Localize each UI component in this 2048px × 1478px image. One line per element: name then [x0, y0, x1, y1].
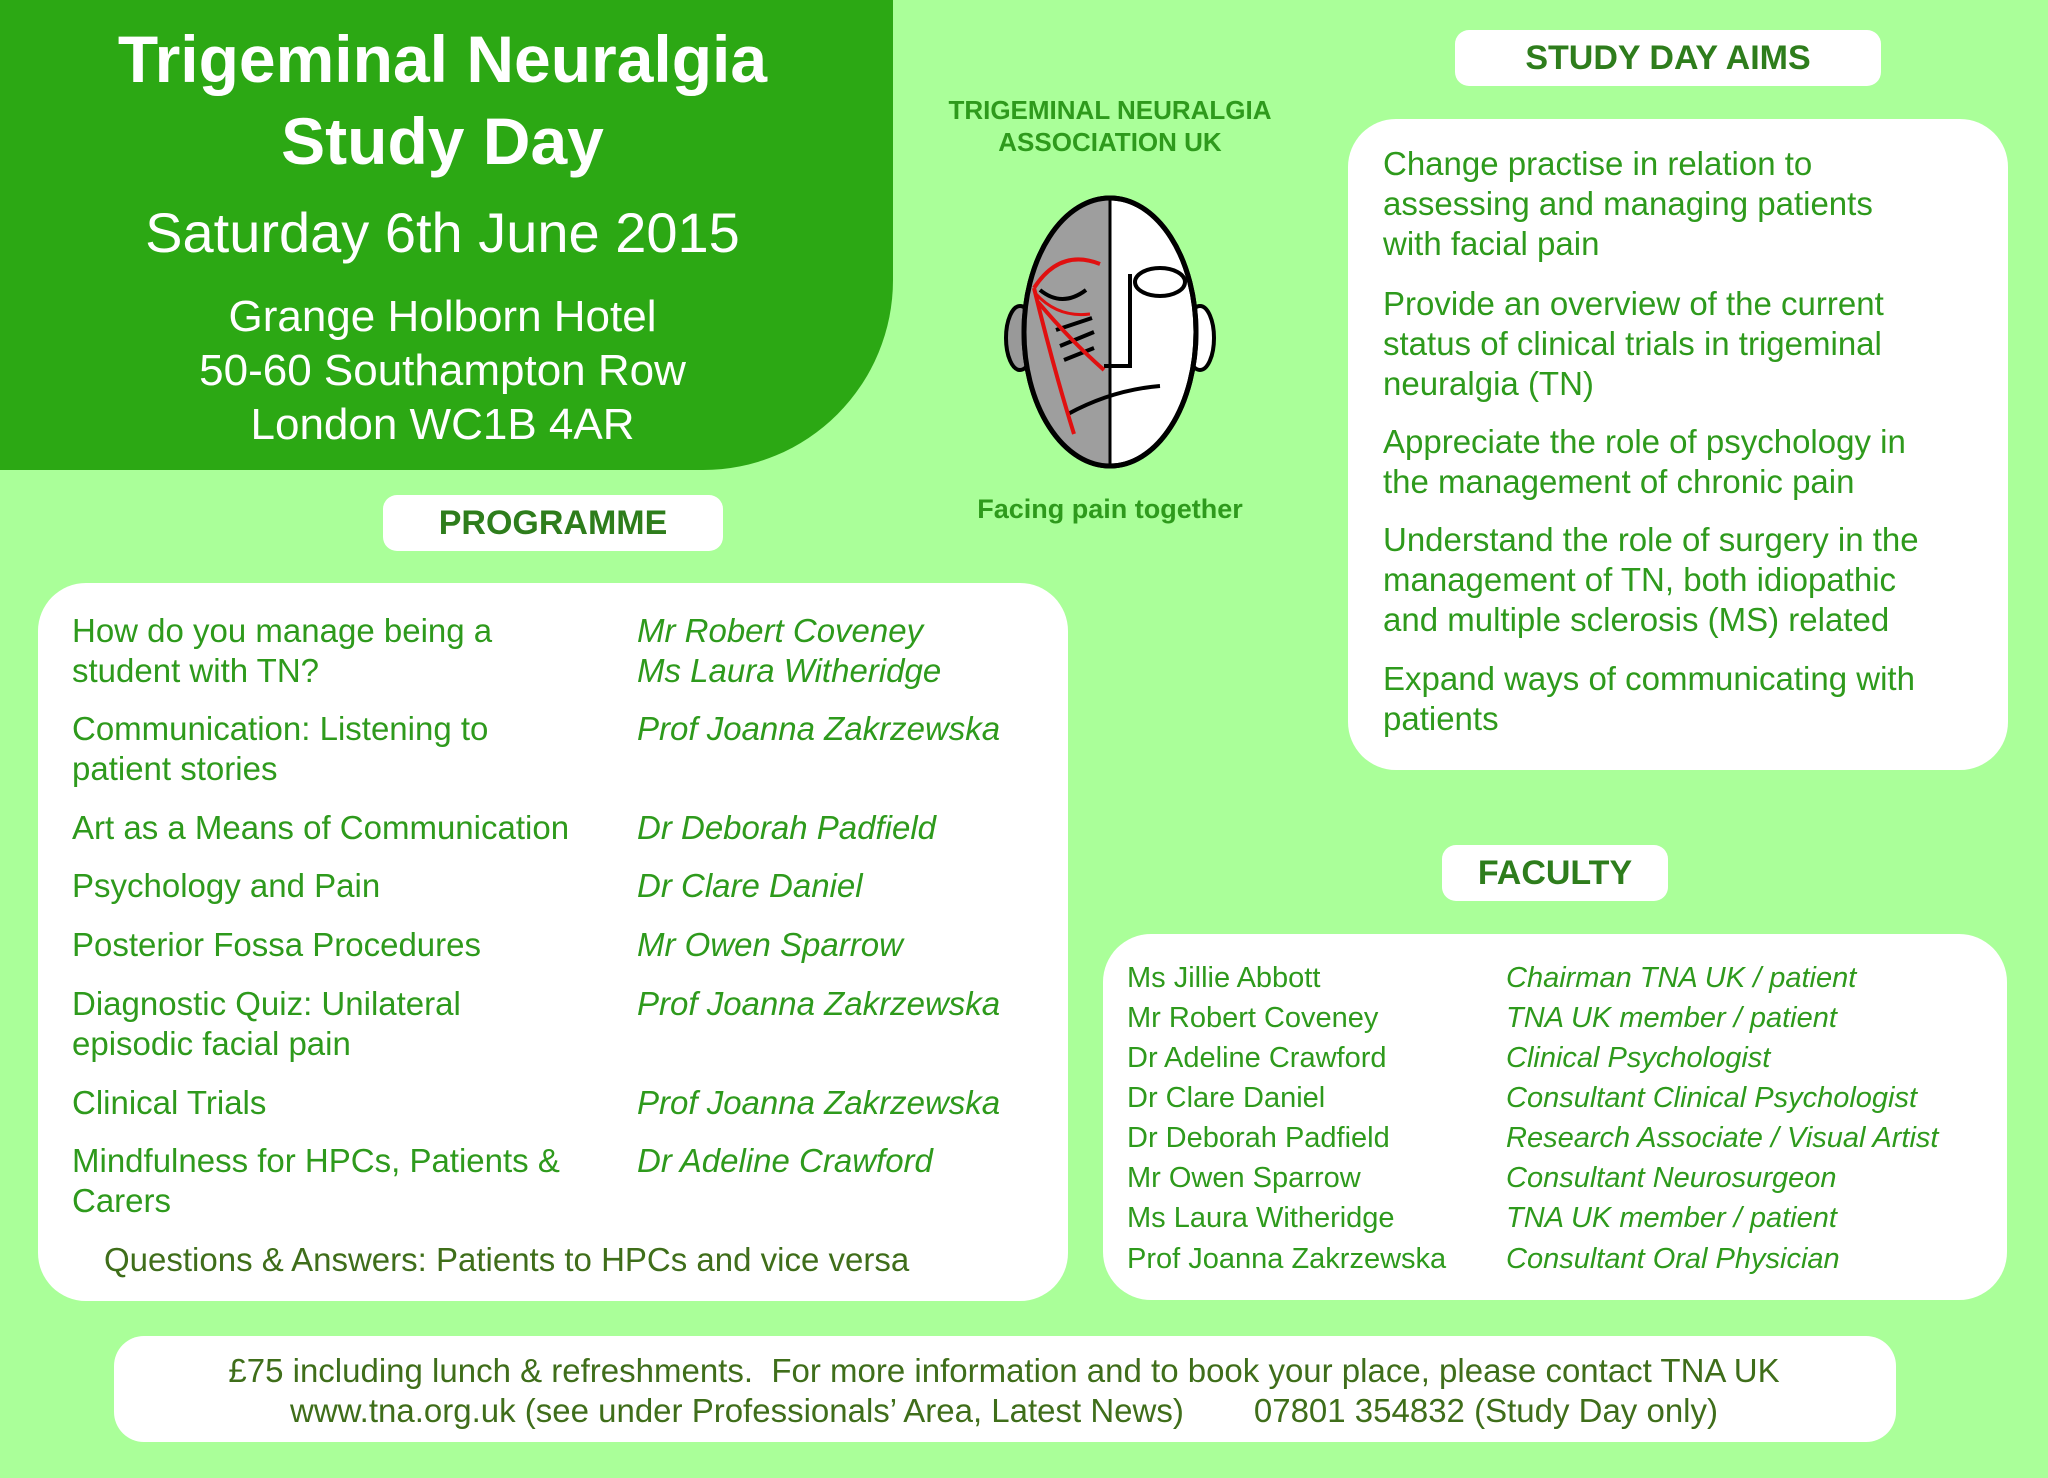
programme-topic: Diagnostic Quiz: Unilateral episodic facial pain [72, 985, 461, 1062]
faculty-role: Consultant Oral Physician [1506, 1243, 1840, 1275]
aim-item: Appreciate the role of psychology in the management of chronic pain [1383, 423, 1906, 500]
faculty-role: TNA UK member / patient [1506, 1002, 1837, 1034]
footer-price-info: £75 including lunch & refreshments. For more information and to book your place, please contact TNA UK [228, 1352, 1780, 1389]
programme-speaker: Prof Joanna Zakrzewska [637, 1084, 1001, 1121]
programme-speaker: Dr Deborah Padfield [637, 809, 936, 846]
event-date: Saturday 6th June 2015 [145, 201, 740, 264]
faculty-name: Prof Joanna Zakrzewska [1127, 1243, 1447, 1275]
programme-heading: PROGRAMME [383, 495, 723, 551]
faculty-name: Ms Laura Witheridge [1127, 1202, 1395, 1234]
programme-topic: Posterior Fossa Procedures [72, 926, 482, 963]
faculty-role: Research Associate / Visual Artist [1506, 1122, 1939, 1154]
programme-speaker: Prof Joanna Zakrzewska [637, 985, 1001, 1022]
footer-phone: 07801 354832 (Study Day only) [1253, 1392, 1719, 1429]
association-name-line1: TRIGEMINAL NEURALGIA [948, 95, 1272, 125]
faculty-role: Chairman TNA UK / patient [1506, 962, 1857, 994]
faculty-role: Consultant Clinical Psychologist [1506, 1082, 1918, 1114]
aims-heading: STUDY DAY AIMS [1455, 30, 1881, 86]
faculty-name: Mr Owen Sparrow [1127, 1162, 1361, 1194]
faculty-role: Clinical Psychologist [1506, 1042, 1771, 1074]
event-title-line2: Study Day [281, 104, 604, 178]
aim-item: Change practise in relation to assessing and managing patients with facial pain [1383, 145, 1873, 262]
faculty-name: Dr Deborah Padfield [1127, 1122, 1390, 1154]
programme-topic: How do you manage being a student with TN? [72, 612, 493, 689]
faculty-role: TNA UK member / patient [1506, 1202, 1837, 1234]
programme-topic: Art as a Means of Communication [72, 809, 570, 846]
programme-topic: Mindfulness for HPCs, Patients & Carers [72, 1142, 560, 1219]
faculty-name: Dr Adeline Crawford [1127, 1042, 1387, 1074]
association-name-line2: ASSOCIATION UK [998, 127, 1222, 157]
aim-item: Expand ways of communicating with patients [1383, 660, 1915, 737]
programme-topic: Clinical Trials [72, 1084, 267, 1121]
aim-item: Provide an overview of the current status of clinical trials in trigeminal neuralgia (TN) [1383, 285, 1884, 402]
programme-speaker: Dr Adeline Crawford [637, 1142, 933, 1179]
faculty-name: Mr Robert Coveney [1127, 1002, 1379, 1034]
event-title-line1: Trigeminal Neuralgia [117, 22, 768, 96]
faculty-name: Dr Clare Daniel [1127, 1082, 1326, 1114]
faculty-heading: FACULTY [1442, 845, 1668, 901]
venue-name: Grange Holborn Hotel [228, 292, 657, 341]
venue-city: London WC1B 4AR [250, 400, 635, 449]
faculty-role: Consultant Neurosurgeon [1506, 1162, 1837, 1194]
footer-website[interactable]: www.tna.org.uk (see under Professionals’ Area, Latest News) [289, 1392, 1184, 1429]
programme-speaker: Dr Clare Daniel [637, 867, 863, 904]
face-logo-icon [1000, 190, 1220, 470]
programme-topic: Psychology and Pain [72, 867, 381, 904]
association-name [900, 94, 1320, 158]
aim-item: Understand the role of surgery in the management of TN, both idiopathic and multiple sclerosis (MS) related [1383, 521, 1919, 638]
event-header [0, 0, 893, 470]
programme-qa: Questions & Answers: Patients to HPCs and vice versa [104, 1241, 910, 1278]
faculty-name: Ms Jillie Abbott [1127, 962, 1321, 994]
association-tagline: Facing pain together [977, 494, 1243, 524]
programme-speaker: Prof Joanna Zakrzewska [637, 710, 1001, 747]
programme-speaker: Mr Owen Sparrow [637, 926, 903, 963]
programme-topic: Communication: Listening to patient stories [72, 710, 489, 787]
venue-street: 50-60 Southampton Row [199, 346, 686, 395]
programme-speaker: Mr Robert Coveney Ms Laura Witheridge [637, 612, 942, 689]
footer-contact [114, 1391, 1894, 1431]
